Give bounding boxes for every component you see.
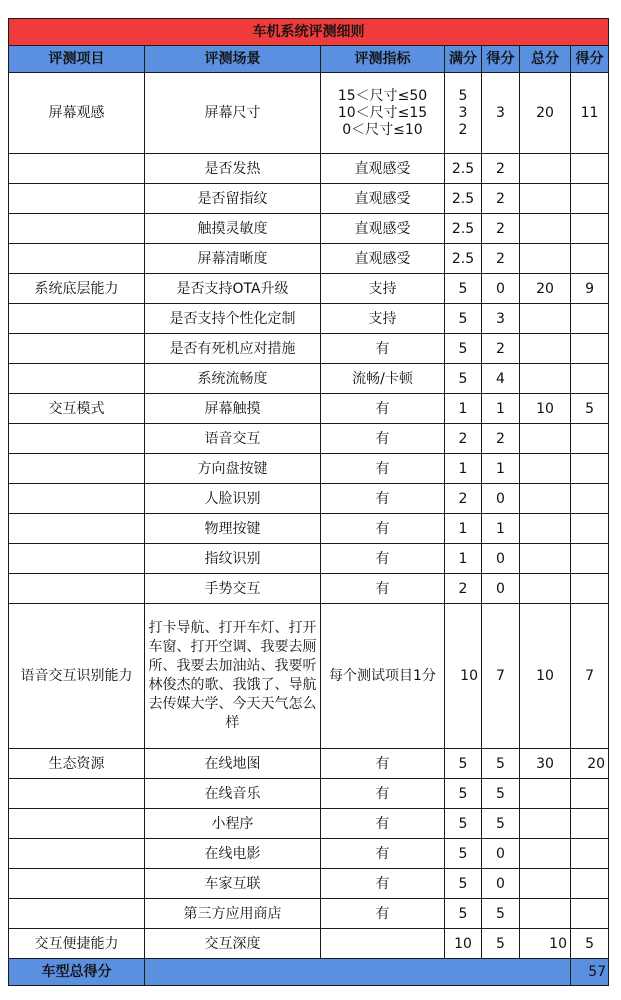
full-cell: 10: [445, 929, 482, 959]
metric-cell: 有: [321, 869, 445, 899]
table-row: [9, 454, 609, 484]
category-cell: [9, 214, 145, 244]
metric-cell: [321, 929, 445, 959]
total-score-cell: [571, 424, 609, 454]
table-row: [9, 869, 609, 899]
full-cell: 2.5: [445, 214, 482, 244]
table-title: 车机系统评测细则: [9, 19, 609, 46]
table-row: [9, 809, 609, 839]
score-cell: 2: [482, 244, 520, 274]
scene-cell: 物理按键: [145, 514, 321, 544]
score-cell: 1: [482, 394, 520, 424]
total-cell: 10: [520, 604, 571, 749]
category-cell: 屏幕观感: [9, 73, 145, 154]
score-cell: 7: [482, 604, 520, 749]
scene-cell: 屏幕尺寸: [145, 73, 321, 154]
category-cell: [9, 334, 145, 364]
category-cell: [9, 779, 145, 809]
table-row: [9, 214, 609, 244]
total-cell: [520, 304, 571, 334]
total-cell: [520, 574, 571, 604]
scene-cell: 系统流畅度: [145, 364, 321, 394]
metric-cell: 有: [321, 394, 445, 424]
scene-cell: 小程序: [145, 809, 321, 839]
category-cell: 交互模式: [9, 394, 145, 424]
full-cell: 5: [445, 809, 482, 839]
score-cell: 0: [482, 574, 520, 604]
total-score-cell: [571, 364, 609, 394]
total-score-cell: 11: [571, 73, 609, 154]
metric-cell: 有: [321, 454, 445, 484]
score-cell: 3: [482, 73, 520, 154]
metric-cell: 直观感受: [321, 184, 445, 214]
score-cell: 1: [482, 454, 520, 484]
scene-cell: 语音交互: [145, 424, 321, 454]
full-cell: 5: [445, 749, 482, 779]
category-cell: [9, 869, 145, 899]
category-cell: [9, 154, 145, 184]
total-score-cell: [571, 184, 609, 214]
scene-cell: 是否有死机应对措施: [145, 334, 321, 364]
score-cell: 2: [482, 214, 520, 244]
scene-cell: 在线地图: [145, 749, 321, 779]
table-row: [9, 304, 609, 334]
full-cell: [445, 73, 482, 154]
full-cell: 5: [445, 304, 482, 334]
grand-total-label: 车型总得分: [9, 959, 145, 986]
score-cell: 1: [482, 514, 520, 544]
total-score-cell: [571, 809, 609, 839]
total-cell: [520, 334, 571, 364]
metric-cell: 有: [321, 484, 445, 514]
table-row: [9, 424, 609, 454]
category-cell: [9, 184, 145, 214]
table-row: [9, 929, 609, 959]
score-cell: 0: [482, 839, 520, 869]
metric-cell: 有: [321, 574, 445, 604]
metric-cell: 有: [321, 514, 445, 544]
total-cell: [520, 154, 571, 184]
total-score-cell: 7: [571, 604, 609, 749]
total-score-cell: [571, 214, 609, 244]
full-line: 5: [458, 87, 468, 104]
category-cell: [9, 514, 145, 544]
table-row: [9, 274, 609, 304]
header-total: 总分: [520, 46, 571, 73]
total-cell: [520, 869, 571, 899]
total-score-cell: 5: [571, 394, 609, 424]
table-row: [9, 244, 609, 274]
metric-cell: 有: [321, 899, 445, 929]
score-cell: 3: [482, 304, 520, 334]
score-cell: 2: [482, 424, 520, 454]
metric-cell: 直观感受: [321, 154, 445, 184]
evaluation-table: [8, 18, 609, 986]
full-cell: 2.5: [445, 244, 482, 274]
table-row: [9, 154, 609, 184]
total-cell: [520, 779, 571, 809]
full-line: 3: [458, 104, 468, 121]
total-score-cell: [571, 544, 609, 574]
metric-cell: 有: [321, 424, 445, 454]
total-cell: 30: [520, 749, 571, 779]
score-cell: 2: [482, 184, 520, 214]
grand-total-spacer: [145, 959, 571, 986]
total-cell: [520, 424, 571, 454]
score-cell: 5: [482, 809, 520, 839]
full-cell: 2.5: [445, 154, 482, 184]
total-score-cell: [571, 304, 609, 334]
table-row: [9, 484, 609, 514]
total-cell: [520, 454, 571, 484]
metric-cell: 支持: [321, 304, 445, 334]
table-row: [9, 334, 609, 364]
total-cell: [520, 899, 571, 929]
category-cell: [9, 454, 145, 484]
score-cell: 0: [482, 274, 520, 304]
full-cell: 2: [445, 424, 482, 454]
table-row: [9, 73, 609, 154]
table-row: [9, 514, 609, 544]
total-cell: [520, 214, 571, 244]
total-score-cell: [571, 839, 609, 869]
metric-line: 0＜尺寸≤10: [342, 121, 423, 138]
total-cell: [520, 184, 571, 214]
total-score-cell: [571, 484, 609, 514]
score-cell: 2: [482, 334, 520, 364]
scene-cell: 人脸识别: [145, 484, 321, 514]
scene-cell: 第三方应用商店: [145, 899, 321, 929]
score-cell: 4: [482, 364, 520, 394]
metric-cell: 有: [321, 779, 445, 809]
category-cell: 生态资源: [9, 749, 145, 779]
total-cell: 10: [520, 394, 571, 424]
full-cell: 1: [445, 544, 482, 574]
total-score-cell: [571, 514, 609, 544]
total-cell: 10: [520, 929, 571, 959]
score-cell: 0: [482, 484, 520, 514]
scene-cell: 指纹识别: [145, 544, 321, 574]
scene-cell: 是否支持OTA升级: [145, 274, 321, 304]
table-row: [9, 779, 609, 809]
full-cell: 5: [445, 899, 482, 929]
category-cell: [9, 304, 145, 334]
table-row: [9, 749, 609, 779]
scene-cell: 是否发热: [145, 154, 321, 184]
score-cell: 5: [482, 749, 520, 779]
total-score-cell: [571, 869, 609, 899]
table-row: [9, 899, 609, 929]
total-cell: 20: [520, 274, 571, 304]
total-cell: [520, 839, 571, 869]
category-cell: 系统底层能力: [9, 274, 145, 304]
category-cell: [9, 839, 145, 869]
score-cell: 0: [482, 544, 520, 574]
category-cell: [9, 574, 145, 604]
table-row: [9, 394, 609, 424]
scene-cell: 在线电影: [145, 839, 321, 869]
scene-cell: 触摸灵敏度: [145, 214, 321, 244]
total-score-cell: 5: [571, 929, 609, 959]
full-cell: 5: [445, 869, 482, 899]
score-cell: 2: [482, 154, 520, 184]
header-item: 评测项目: [9, 46, 145, 73]
header-total-score: 得分: [571, 46, 609, 73]
category-cell: 交互便捷能力: [9, 929, 145, 959]
full-cell: 2: [445, 484, 482, 514]
scene-cell: 屏幕清晰度: [145, 244, 321, 274]
total-score-cell: [571, 899, 609, 929]
full-cell: 1: [445, 514, 482, 544]
category-cell: [9, 364, 145, 394]
total-score-cell: [571, 779, 609, 809]
category-cell: 语音交互识别能力: [9, 604, 145, 749]
full-cell: 10: [445, 604, 482, 749]
metric-cell: 有: [321, 749, 445, 779]
total-score-cell: 20: [571, 749, 609, 779]
scene-cell: 手势交互: [145, 574, 321, 604]
category-cell: [9, 244, 145, 274]
full-cell: 5: [445, 334, 482, 364]
score-cell: 5: [482, 899, 520, 929]
metric-cell: 支持: [321, 274, 445, 304]
metric-cell: 有: [321, 839, 445, 869]
metric-cell: 直观感受: [321, 214, 445, 244]
score-cell: 0: [482, 869, 520, 899]
total-cell: [520, 514, 571, 544]
total-score-cell: [571, 454, 609, 484]
full-line: 2: [458, 121, 468, 138]
scene-cell: 屏幕触摸: [145, 394, 321, 424]
metric-cell: 有: [321, 809, 445, 839]
total-cell: [520, 364, 571, 394]
header-row: [9, 46, 609, 73]
total-cell: [520, 809, 571, 839]
total-score-cell: [571, 154, 609, 184]
header-scene: 评测场景: [145, 46, 321, 73]
header-full: 满分: [445, 46, 482, 73]
total-cell: [520, 244, 571, 274]
full-cell: 5: [445, 364, 482, 394]
score-cell: 5: [482, 929, 520, 959]
title-row: [9, 19, 609, 46]
total-score-cell: [571, 334, 609, 364]
total-cell: [520, 484, 571, 514]
category-cell: [9, 544, 145, 574]
full-cell: 1: [445, 454, 482, 484]
score-cell: 5: [482, 779, 520, 809]
metric-line: 10＜尺寸≤15: [337, 104, 428, 121]
header-metric: 评测指标: [321, 46, 445, 73]
total-score-cell: 9: [571, 274, 609, 304]
table-row: [9, 184, 609, 214]
metric-cell: 流畅/卡顿: [321, 364, 445, 394]
full-cell: 5: [445, 839, 482, 869]
total-cell: [520, 544, 571, 574]
full-cell: 5: [445, 779, 482, 809]
category-cell: [9, 424, 145, 454]
full-cell: 1: [445, 394, 482, 424]
table-row: [9, 604, 609, 749]
table-row: [9, 839, 609, 869]
scene-cell: 车家互联: [145, 869, 321, 899]
metric-cell: 直观感受: [321, 244, 445, 274]
table-row: [9, 364, 609, 394]
scene-cell: 是否留指纹: [145, 184, 321, 214]
category-cell: [9, 899, 145, 929]
metric-cell: [321, 73, 445, 154]
metric-line: 15＜尺寸≤50: [337, 87, 428, 104]
table-row: [9, 574, 609, 604]
scene-cell: 交互深度: [145, 929, 321, 959]
grand-total-row: [9, 959, 609, 986]
table-row: [9, 544, 609, 574]
scene-cell: 打卡导航、打开车灯、打开车窗、打开空调、我要去厕所、我要去加油站、我要听林俊杰的歌、我饿了、导航去传媒大学、今天天气怎么样: [145, 604, 321, 749]
metric-cell: 有: [321, 544, 445, 574]
total-score-cell: [571, 574, 609, 604]
full-cell: 2.5: [445, 184, 482, 214]
full-cell: 2: [445, 574, 482, 604]
scene-cell: 是否支持个性化定制: [145, 304, 321, 334]
category-cell: [9, 809, 145, 839]
metric-cell: 有: [321, 334, 445, 364]
full-cell: 5: [445, 274, 482, 304]
category-cell: [9, 484, 145, 514]
header-score: 得分: [482, 46, 520, 73]
scene-cell: 在线音乐: [145, 779, 321, 809]
grand-total-score: 57: [571, 959, 609, 986]
total-cell: 20: [520, 73, 571, 154]
total-score-cell: [571, 244, 609, 274]
scene-cell: 方向盘按键: [145, 454, 321, 484]
metric-cell: 每个测试项目1分: [321, 604, 445, 749]
